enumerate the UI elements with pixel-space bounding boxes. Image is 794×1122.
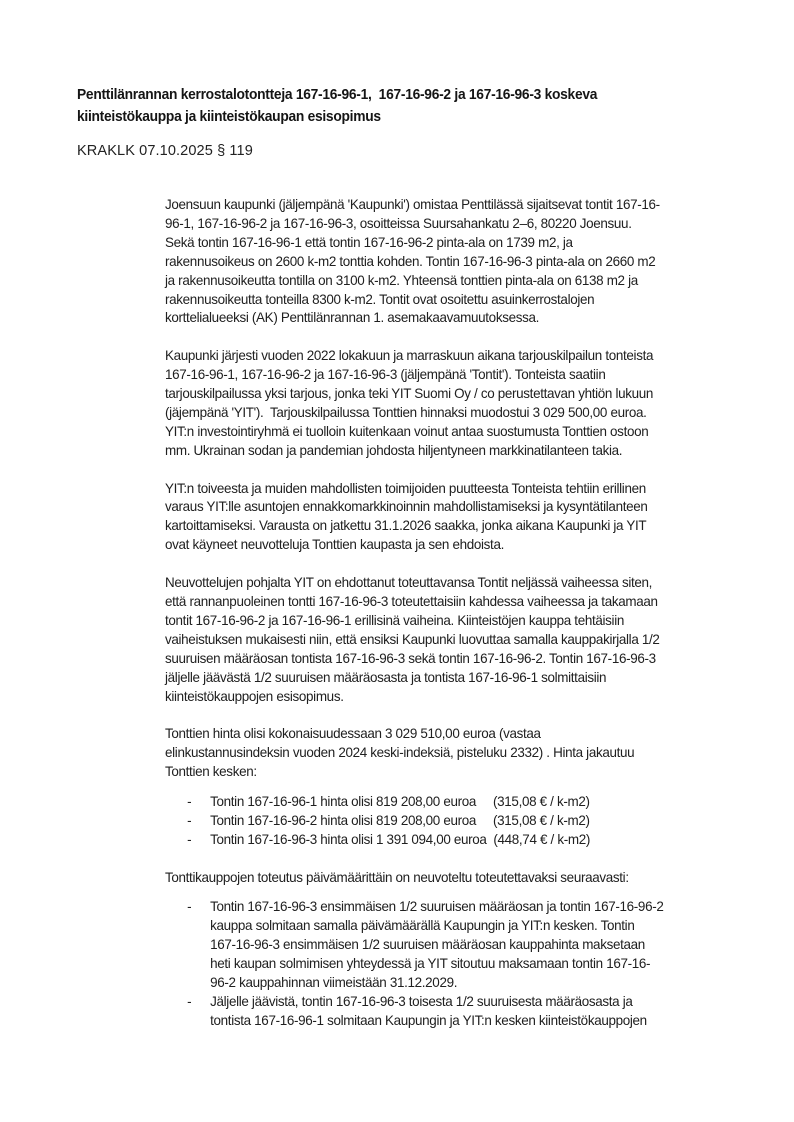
list-item: [165, 792, 741, 811]
title-line: kiinteistökauppa ja kiinteistökaupan esisopimus: [77, 108, 381, 125]
text-line: rakennusoikeutta tonteilla 8300 k-m2. Tontit ovat osoitettu asuinkerrostalojen: [165, 290, 595, 307]
paragraph: [165, 479, 741, 555]
list-item: [165, 811, 741, 830]
text-line: tontit 167-16-96-2 ja 167-16-96-1 erillisinä vaiheina. Kiinteistöjen kauppa tehtäisiin: [165, 611, 624, 628]
document-title: [77, 84, 597, 128]
paragraph: [165, 868, 741, 887]
list-item-text: [210, 792, 741, 811]
text-line: 167-16-96-1, 167-16-96-2 ja 167-16-96-3 (jäljempänä 'Tontit'). Tonteista saatiin: [165, 366, 606, 383]
text-line: Neuvottelujen pohjalta YIT on ehdottanut toteuttavansa Tontit neljässä vaiheessa siten,: [165, 574, 653, 591]
text-line: Tontin 167-16-96-1 hinta olisi 819 208,00 euroa (315,08 € / k-m2): [210, 792, 590, 809]
bullet-dash: -: [187, 792, 192, 809]
text-line: suuruisen määräosan tontista 167-16-96-3 sekä tontin 167-16-96-2. Tontin 167-16-96-3: [165, 649, 656, 666]
list-item: [165, 992, 741, 1030]
text-line: Kaupunki järjesti vuoden 2022 lokakuun ja marraskuun aikana tarjouskilpailun tonteista: [165, 347, 654, 364]
list-item-text: [210, 992, 741, 1030]
text-line: Tonttien kesken:: [165, 763, 257, 780]
text-line: Joensuun kaupunki (jäljempänä 'Kaupunki') omistaa Penttilässä sijaitsevat tontit 167-16-: [165, 196, 660, 212]
bullet-list: [165, 792, 741, 849]
text-line: tarjouskilpailussa yksi tarjous, jonka teki YIT Suomi Oy / co perustettavan yhtiön lukuun: [165, 385, 654, 402]
bullet-dash: -: [187, 830, 192, 847]
list-item-text: [210, 830, 741, 849]
document-reference: KRAKLK 07.10.2025 § 119: [77, 142, 253, 159]
text-line: Tonttien hinta olisi kokonaisuudessaan 3 029 510,00 euroa (vastaa: [165, 725, 541, 742]
text-line: mm. Ukrainan sodan ja pandemian johdosta hiljentyneen markkinatilanteen takia.: [165, 441, 623, 458]
list-item-text: [210, 897, 741, 992]
text-line: Tontin 167-16-96-3 hinta olisi 1 391 094,00 euroa (448,74 € / k-m2): [210, 830, 590, 847]
paragraph: [165, 195, 741, 327]
title-line: Penttilänrannan kerrostalotontteja 167-16-96-1, 167-16-96-2 ja 167-16-96-3 koskeva: [77, 86, 598, 103]
paragraph: [165, 346, 741, 459]
bullet-list: [165, 897, 741, 1029]
text-line: varaus YIT:lle asuntojen ennakkomarkkinoinnin mahdollistamiseksi ja kysyntätilanteen: [165, 498, 648, 515]
text-line: rakennusoikeus on 2600 k-m2 tonttia kohden. Tontin 167-16-96-3 pinta-ala on 2660 m2: [165, 252, 656, 269]
document-body: [165, 195, 741, 1049]
paragraph: [165, 724, 741, 781]
list-item: [165, 830, 741, 849]
text-line: 96-1, 167-16-96-2 ja 167-16-96-3, osoitteissa Suursahankatu 2–6, 80220 Joensuu.: [165, 214, 632, 231]
bullet-dash: -: [187, 811, 192, 828]
text-line: heti kaupan solmimisen yhteydessä ja YIT sitoutuu maksamaan tontin 167-16-: [210, 955, 651, 972]
bullet-dash: -: [187, 898, 192, 915]
text-line: Tontin 167-16-96-3 ensimmäisen 1/2 suuruisen määräosan ja tontin 167-16-96-2: [210, 898, 664, 915]
text-line: 167-16-96-3 ensimmäisen 1/2 suuruisen määräosan kauppahinta maksetaan: [210, 936, 645, 953]
text-line: Jäljelle jäävistä, tontin 167-16-96-3 toisesta 1/2 suuruisesta määräosasta ja: [210, 992, 633, 1009]
text-line: 96-2 kauppahinnan viimeistään 31.12.2029.: [210, 973, 458, 990]
list-item-text: [210, 811, 741, 830]
text-line: kartoittamiseksi. Varausta on jatkettu 31.1.2026 saakka, jonka aikana Kaupunki ja YIT: [165, 517, 647, 534]
text-line: (jäjempänä 'YIT'). Tarjouskilpailussa Tonttien hinnaksi muodostui 3 029 500,00 euroa.: [165, 403, 647, 420]
text-line: korttelialueeksi (AK) Penttilänrannan 1. asemakaavamuutoksessa.: [165, 309, 540, 326]
text-line: YIT:n investointiryhmä ei tuolloin kuitenkaan voinut antaa suostumusta Tonttien ostoon: [165, 422, 649, 439]
text-line: kauppa solmitaan samalla päivämäärällä Kaupungin ja YIT:n kesken. Tontin: [210, 917, 635, 934]
text-line: elinkustannusindeksin vuoden 2024 keski-indeksiä, pisteluku 2332) . Hinta jakautuu: [165, 744, 635, 761]
text-line: Tontin 167-16-96-2 hinta olisi 819 208,00 euroa (315,08 € / k-m2): [210, 811, 590, 828]
list-item: [165, 897, 741, 992]
text-line: Tonttikauppojen toteutus päivämäärittäin on neuvoteltu toteutettavaksi seuraavasti:: [165, 868, 629, 885]
text-line: jäljelle jäävästä 1/2 suuruisen määräosasta ja tontista 167-16-96-1 solmittaisiin: [165, 668, 607, 685]
text-line: ja rakennusoikeutta tontilla on 3100 k-m2. Yhteensä tonttien pinta-ala on 6138 m2 ja: [165, 271, 638, 288]
text-line: että rannanpuoleinen tontti 167-16-96-3 toteutettaisiin kahdessa vaiheessa ja takamaan: [165, 592, 658, 609]
text-line: Sekä tontin 167-16-96-1 että tontin 167-16-96-2 pinta-ala on 1739 m2, ja: [165, 233, 573, 250]
text-line: YIT:n toiveesta ja muiden mahdollisten toimijoiden puutteesta Tonteista tehtiin erillinen: [165, 479, 646, 496]
bullet-dash: -: [187, 992, 192, 1009]
text-line: kiinteistökauppojen esisopimus.: [165, 687, 344, 704]
text-line: tontista 167-16-96-1 solmitaan Kaupungin ja YIT:n kesken kiinteistökauppojen: [210, 1011, 647, 1028]
text-line: vaiheistuksen mukaisesti niin, että ensiksi Kaupunki luovuttaa samalla kauppakirjalla 1/2: [165, 630, 660, 647]
paragraph: [165, 573, 741, 705]
text-line: ovat käyneet neuvotteluja Tonttien kaupasta ja sen ehdoista.: [165, 536, 504, 553]
